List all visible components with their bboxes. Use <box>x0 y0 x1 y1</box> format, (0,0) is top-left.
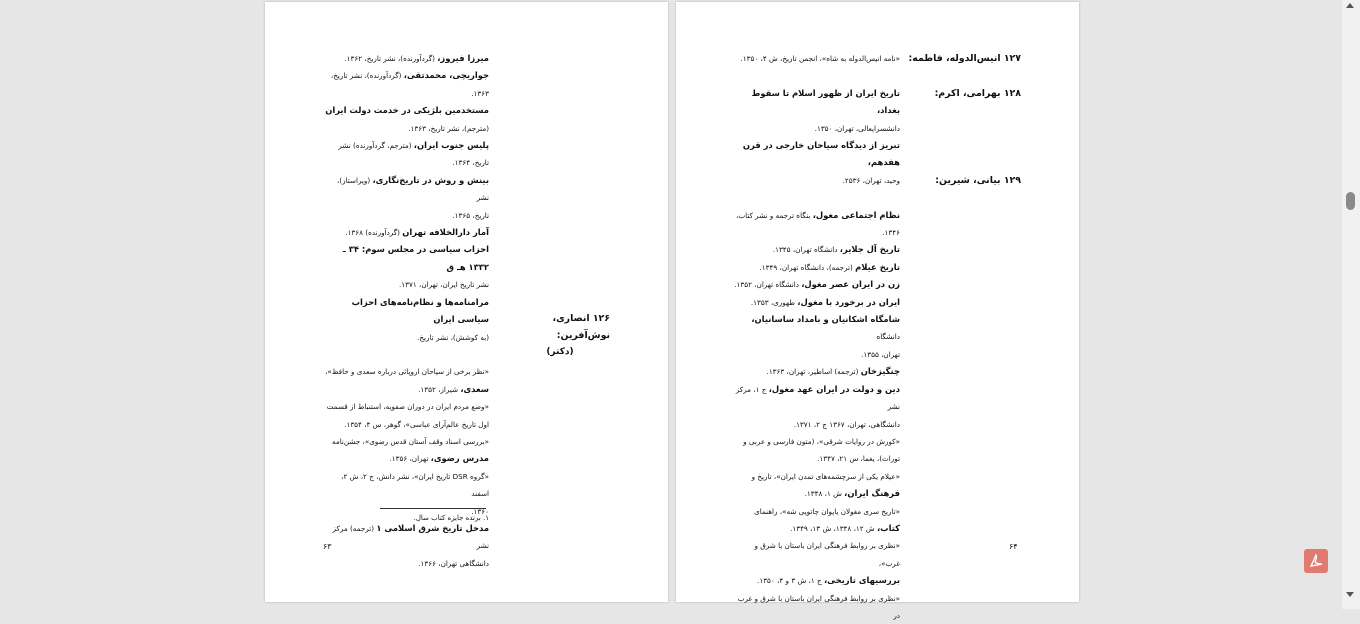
entry-line <box>323 398 489 415</box>
entry-text: «نظری بر روابط فرهنگی ایران باستان با شرق و غرب»، <box>754 541 900 568</box>
entry-text: دانشگاهی تهران، ۱۳۶۶. <box>418 558 489 568</box>
entry-line <box>323 102 489 119</box>
entry-title: سعدی، <box>460 383 489 394</box>
entry-heading-126 <box>510 310 610 361</box>
entry-line <box>323 50 489 67</box>
pdf-icon[interactable] <box>1304 549 1328 573</box>
entry-line <box>323 433 489 450</box>
scroll-up-icon[interactable] <box>1346 3 1354 8</box>
entry-title: تاریخ ایران از ظهور اسلام تا سقوط بغداد، <box>751 87 900 116</box>
entry-title: میرزا فیروز، <box>437 53 489 63</box>
entry-text: نشر تاریخ ایران، تهران، ۱۳۷۱. <box>398 280 489 290</box>
entry-line <box>734 137 900 172</box>
entry-text: دانشگاهی، تهران، ۱۳۶۷ ج ۲، ۱۳۷۱. <box>793 419 900 429</box>
entry-text: تهران، ۱۳۵۵. <box>861 349 900 359</box>
entry-text: «وضع مردم ایران در دوران صفویه، استنباط از قسمت <box>326 402 489 412</box>
entry-text: «نظر برخی از سیاحان اروپائی درباره سعدی و حافظ»، <box>325 367 489 377</box>
entry-line <box>734 416 900 433</box>
entry-text: «تاریخ سری مغولان یاپوان چاتویی شه»، راهنمای <box>754 506 900 516</box>
entry-text: ج ۱، ش ۳ و ۴، ۱۳۵۰. <box>757 576 824 586</box>
entry-text: «عیلام یکی از سرچشمه‌های تمدن ایران»، تاریخ و <box>751 471 900 481</box>
entry-title: جواریچی، محمدتقی، <box>403 70 489 81</box>
entry-line <box>734 311 900 346</box>
entry-line <box>323 555 489 572</box>
entry-text: «نامه انیس‌الدوله به شاه»، انجمن تاریخ، ش ۴، ۱۳۵۰. <box>740 54 900 63</box>
entry-line <box>734 537 900 572</box>
entry-text: تهران، ۱۳۵۶. <box>389 454 431 464</box>
entry-line <box>734 85 900 120</box>
entry-title: تاریخ عیلام <box>855 261 900 272</box>
entry-line <box>323 207 489 224</box>
page-number: ۶۳ <box>323 542 332 551</box>
entry-text: شیراز، ۱۳۵۲. <box>418 384 461 394</box>
entry-title: احزاب سیاسی در مجلس سوم: ۳۴ ـ ۱۳۳۲ هـ ق <box>342 244 489 272</box>
entry-title: آمار دارالخلافه تهران <box>402 227 489 238</box>
entry-title: مدخل تاریخ شرق اسلامی ۱ <box>376 522 489 533</box>
entry-line <box>323 416 489 433</box>
entry-heading-128: ۱۲۸ بهرامی، اکرم: <box>934 88 1021 99</box>
entry-line <box>734 346 900 363</box>
entry-title: نظام اجتماعی مغول، <box>812 209 900 220</box>
entry-text: «نظری بر روابط فرهنگی ایران باستان با شرق و غرب در <box>737 593 900 620</box>
entry-line <box>734 503 900 520</box>
entry-text: (ترجمه) اساطیر، تهران، ۱۳۶۳. <box>766 367 861 377</box>
left-entries-column <box>323 50 489 572</box>
entry-line <box>323 520 489 555</box>
entry-text: ۱۳۴۶. <box>882 228 900 238</box>
entry-line <box>323 363 489 380</box>
entry-line <box>734 224 900 241</box>
entry-line <box>734 50 900 67</box>
entry-line <box>734 363 900 380</box>
entry-heading-127: ۱۲۷ انیس‌الدوله، فاطمه: <box>908 53 1021 64</box>
entry-line <box>734 259 900 276</box>
entry-title: مرامنامه‌ها و نظام‌نامه‌های احزاب سیاسی ایران <box>351 296 489 325</box>
entry-text: (مترجم، گردآورنده) نشر <box>338 141 414 151</box>
entry-line <box>323 381 489 398</box>
entry-line <box>734 241 900 258</box>
footnote-rule <box>380 508 486 509</box>
entry-title: فرهنگ ایران، <box>844 488 900 499</box>
entry-line <box>323 154 489 171</box>
entry-line <box>734 485 900 502</box>
right-entries-column <box>734 50 900 624</box>
entry-text: (گردآورنده) ۱۳۶۸. <box>345 228 403 238</box>
entry-line <box>734 468 900 485</box>
entry-text: بنگاه ترجمه و نشر کتاب، <box>736 210 813 220</box>
entry-text: ج ۱، مرکز نشر <box>735 384 900 412</box>
entry-line <box>323 276 489 293</box>
entry-title: دین و دولت در ایران عهد مغول، <box>768 383 900 394</box>
vertical-scrollbar[interactable] <box>1342 0 1360 609</box>
entry-title: چنگیزخان <box>860 366 900 377</box>
entry-text: تاریخ، ۱۳۶۴. <box>452 158 489 168</box>
entry-title: پلیس جنوب ایران، <box>413 140 489 151</box>
entry-line <box>323 67 489 84</box>
entry-line <box>323 346 489 363</box>
entry-title: تاریخ آل جلایر، <box>839 244 900 255</box>
entry-title: بینش و روش در تاریخ‌نگاری، <box>372 174 489 185</box>
scroll-down-icon[interactable] <box>1346 592 1354 597</box>
entry-text: ش ۱۲، ۱۳۴۸، ش ۱۳، ۱۳۴۹. <box>790 523 877 533</box>
entry-text: ۱۳۶۳. <box>471 88 489 98</box>
heading-126-title: (دکتر) <box>546 347 574 357</box>
entry-line <box>734 450 900 467</box>
entry-text: «گروه DSR تاریخ ایران»، نشر دانش، ج ۲، ش ۲، اسفند <box>341 471 489 499</box>
entry-line <box>734 381 900 416</box>
entry-text: (ترجمه)، دانشگاه تهران، ۱۳۴۹. <box>759 262 856 272</box>
page-64 <box>676 2 1079 620</box>
entry-title: کتاب، <box>876 522 900 533</box>
entry-line <box>734 590 900 624</box>
entry-line <box>323 468 489 503</box>
entry-line <box>323 450 489 467</box>
entry-title: شامگاه اشکانیان و بامداد ساسانیان، <box>751 314 900 325</box>
footnote: ۱. برنده جایزه کتاب سال. <box>413 514 489 522</box>
entry-line <box>323 85 489 102</box>
entry-line <box>734 294 900 311</box>
entry-title: زن در ایران عصر مغول، <box>801 279 900 290</box>
entry-line <box>323 294 489 329</box>
entry-text: دانشگاه تهران، ۱۳۴۵. <box>772 245 840 255</box>
page-number: ۶۴ <box>1009 542 1018 551</box>
entry-line <box>734 433 900 450</box>
entry-line <box>323 241 489 276</box>
entry-text: دانشگاه تهران، ۱۳۵۲. <box>734 280 802 290</box>
entry-line <box>734 276 900 293</box>
entry-text: «کورش در روایات شرقی»، (متون فارسی و عربی و <box>743 436 900 446</box>
heading-126-name: ۱۲۶ انصاری، نوش‌آفرین: <box>552 313 610 341</box>
entry-line <box>323 120 489 137</box>
entry-line <box>734 520 900 537</box>
entry-text: (به کوشش)، نشر تاریخ. <box>417 332 489 342</box>
entry-line <box>323 224 489 241</box>
entry-text: (ویراستار)، نشر <box>336 175 489 203</box>
entry-text: ۱۳۶۰. <box>471 506 489 516</box>
scroll-thumb[interactable] <box>1346 192 1355 210</box>
entry-line <box>323 137 489 154</box>
entry-text: (مترجم)، نشر تاریخ، ۱۳۶۳. <box>408 123 489 133</box>
entry-text: ش ۱، ۱۳۴۸. <box>804 489 845 499</box>
entry-text: «بررسی اسناد وقف آستان قدس رضوی»، جشن‌نامه <box>332 436 489 446</box>
entry-line <box>734 207 900 224</box>
entry-heading-129: ۱۲۹ بیانی، شیرین: <box>935 175 1021 186</box>
entry-text: تاریخ، ۱۳۶۵. <box>452 210 489 220</box>
acrobat-icon <box>1308 553 1324 569</box>
entry-line <box>323 172 489 207</box>
entry-title: تبریز از دیدگاه سیاحان خارجی در قرن هفدهم، <box>742 140 900 168</box>
entry-title: مدرس رضوی، <box>430 453 489 464</box>
entry-line <box>323 329 489 346</box>
entry-text: اول تاریخ عالم‌آرای عباسی»، گوهر، س ۴، ۱۳۵۴. <box>344 419 489 429</box>
entry-title: مستخدمین بلژیکی در خدمت دولت ایران <box>325 105 489 116</box>
entry-line <box>734 572 900 589</box>
entry-line <box>734 67 900 84</box>
entry-line <box>734 172 900 189</box>
entry-text: (گردآورنده)، نشر تاریخ، ۱۳۶۲. <box>344 54 438 63</box>
entry-text: تورات)، یغما، س ۲۱، ۱۳۴۷. <box>817 454 900 464</box>
entry-title: ایران در برخورد با مغول، <box>797 296 900 307</box>
entry-line <box>734 120 900 137</box>
entry-text: (گردآورنده)، نشر تاریخ، <box>330 71 404 81</box>
page-63 <box>265 2 668 602</box>
entry-line <box>734 189 900 206</box>
entry-text: دانشگاه <box>876 332 900 342</box>
entry-text: دانشسرایعالی، تهران، ۱۳۵۰. <box>814 123 900 133</box>
entry-text: طهوری، ۱۳۵۳. <box>750 297 798 307</box>
entry-text: (ترجمه) مرکز نشر <box>332 523 489 551</box>
entry-text: وحید، تهران، ۲۵۳۶. <box>842 175 900 185</box>
entry-title: بررسیهای تاریخی، <box>823 575 900 586</box>
